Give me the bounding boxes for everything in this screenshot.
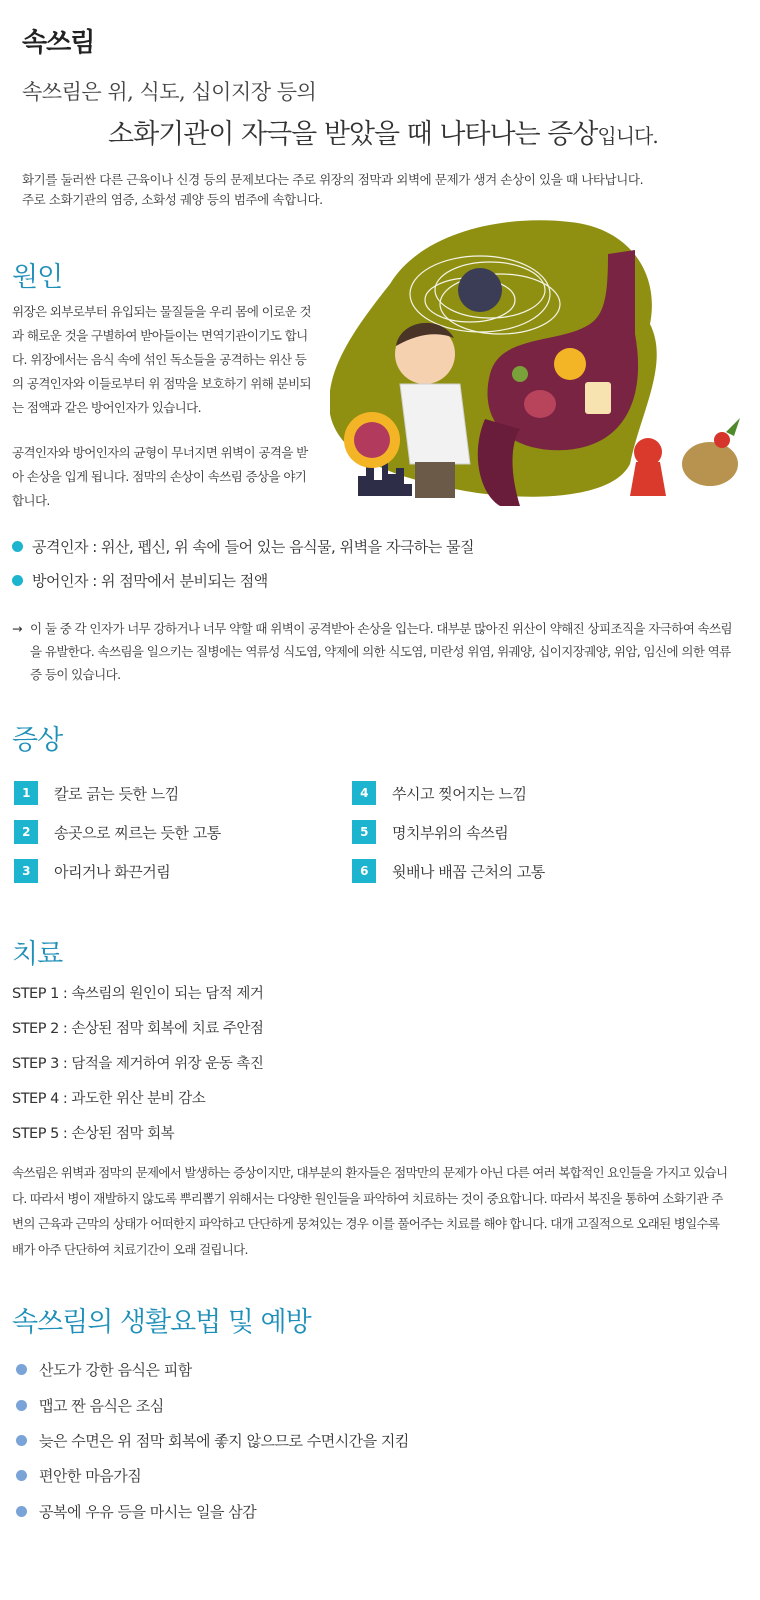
intro-line-2: 주로 소화기관의 염증, 소화성 궤양 등의 범주에 속합니다. [22,192,323,207]
treatment-step: STEP 3 : 담적을 제거하여 위장 운동 촉진 [12,1056,264,1072]
symptom-item [352,820,508,844]
factor-defense-text: 방어인자 : 위 점막에서 분비되는 점액 [32,572,268,590]
symptom-text: 쑤시고 찢어지는 느낌 [392,784,527,803]
tip-text: 맵고 짠 음식은 조심 [39,1397,164,1415]
headline-line-2 [108,112,658,151]
treatment-heading: 치료 [12,939,63,970]
page-title: 속쓰림 [22,28,95,58]
symptom-text: 아리거나 화끈거림 [54,862,171,881]
headline-main: 소화기관이 자극을 받았을 때 나타나는 증상 [108,119,598,150]
headline-line-1: 속쓰림은 위, 식도, 십이지장 등의 [22,80,317,104]
symptom-item [14,820,221,844]
meat-piece [524,390,556,418]
tip-text: 편안한 마음가짐 [39,1467,142,1485]
cause-note [12,617,732,686]
prevention-tip [16,1430,409,1451]
factor-defense [12,570,268,591]
cause-paragraph-1: 위장은 외부로부터 유입되는 물질들을 우리 몸에 이로운 것과 해로운 것을 구별하여 받아들이는 면역기관이기도 합니다. 위장에서는 음식 속에 섞인 독소들을 공격하는 위산 등의 공격인자와 이들로부터 위 점막을 보호하기 위해 분비되는 점액과 같은 방어인자가 있습니다. [12,304,312,415]
tip-text: 공복에 우유 등을 마시는 일을 삼감 [39,1503,257,1521]
right-arrow-icon: → [12,621,22,636]
intro-text [22,170,722,210]
tip-text: 늦은 수면은 위 점막 회복에 좋지 않으므로 수면시간을 지킴 [39,1432,409,1450]
symptom-item [352,781,526,805]
angry-food-face [554,348,586,380]
symptom-number-badge: 3 [14,859,38,883]
symptom-item [14,859,170,883]
symptoms-heading: 증상 [12,725,63,756]
devil-head [634,438,662,466]
green-vegetable [512,366,528,382]
cause-heading: 원인 [12,262,63,293]
factor-attack [12,536,474,557]
prevention-heading: 속쓰림의 생활요법 및 예방 [12,1307,311,1338]
tip-bullet-icon [16,1506,27,1517]
tip-bullet-icon [16,1364,27,1375]
man-body [400,384,470,464]
tip-text: 산도가 강한 음식은 피함 [39,1361,192,1379]
symptom-item [14,781,179,805]
factor-bullet-icon [12,541,23,552]
cause-note-text: 이 둘 중 각 인자가 너무 강하거나 너무 약할 때 위벽이 공격받아 손상을 입는다. 대부분 많아진 위산이 약해진 상피조직을 자극하여 속쓰림을 유발한다. 속쓰림을 일으키는 질병에는 역류성 식도염, 약제에 의한 식도염, 미란성 위염, 위궤양, 십이지장궤양, 위암, 임신에 의한 역류증 등이 있습니다. [30,621,732,682]
symptom-number-badge: 6 [352,859,376,883]
symptom-number-badge: 4 [352,781,376,805]
treatment-paragraph: 속쓰림은 위벽과 점막의 문제에서 발생하는 증상이지만, 대부분의 환자들은 점막만의 문제가 아닌 다른 여러 복합적인 요인들을 가지고 있습니다. 따라서 병이 재발하지 않도록 뿌리뽑기 위해서는 다양한 원인들을 파악하여 치료하는 것이 중요합니다. 따라서 복진을 통하여 소화기관 주변의 근육과 근막의 상태가 어떠한지 파악하고 단단하게 뭉쳐있는 경우 이를 풀어주는 치료를 해야 합니다. 대개 고질적으로 오래된 병일수록 배가 아주 단단하여 치료기간이 오래 걸립니다. [12,1165,728,1257]
tip-bullet-icon [16,1435,27,1446]
man-legs [415,462,455,498]
symptom-text: 칼로 긁는 듯한 느낌 [54,784,179,803]
symptom-text: 송곳으로 찌르는 듯한 고통 [54,823,221,842]
heartburn-illustration [330,214,750,510]
factor-attack-text: 공격인자 : 위산, 펩신, 위 속에 들어 있는 음식물, 위벽을 자극하는 물질 [32,538,475,556]
tip-bullet-icon [16,1470,27,1481]
treatment-step: STEP 2 : 손상된 점막 회복에 치료 주안점 [12,1021,264,1037]
headline-suffix: 입니다. [597,124,658,148]
symptom-number-badge: 2 [14,820,38,844]
inflamed-cell-inner [354,422,390,458]
symptom-item [352,859,545,883]
factor-bullet-icon [12,575,23,586]
devil-body [630,462,666,496]
tip-bullet-icon [16,1400,27,1411]
sack-tomato [714,432,730,448]
cause-paragraph-2: 공격인자와 방어인자의 균형이 무너지면 위벽이 공격을 받아 손상을 입게 됩니다. 점막의 손상이 속쓰림 증상을 야기합니다. [12,445,308,508]
symptom-number-badge: 1 [14,781,38,805]
prevention-tip [16,1395,164,1416]
sack-leaves [726,418,740,436]
heartburn-illustration-svg [330,214,750,510]
treatment-step: STEP 1 : 속쓰림의 원인이 되는 담적 제거 [12,986,264,1002]
intro-line-1: 화기를 둘러싼 다른 근육이나 신경 등의 문제보다는 주로 위장의 점막과 외벽에 문제가 생겨 손상이 있을 때 나타납니다. [22,172,644,187]
symptom-text: 윗배나 배꼽 근처의 고통 [392,862,545,881]
vegetable-sack [682,442,738,486]
dark-thought-bubble [458,268,502,312]
symptom-number-badge: 5 [352,820,376,844]
beer-mug [585,382,611,414]
symptom-text: 명치부위의 속쓰림 [392,823,509,842]
prevention-tip [16,1465,141,1486]
prevention-tip [16,1359,192,1380]
prevention-tip [16,1501,256,1522]
treatment-step: STEP 4 : 과도한 위산 분비 감소 [12,1091,206,1107]
treatment-step: STEP 5 : 손상된 점막 회복 [12,1126,175,1142]
